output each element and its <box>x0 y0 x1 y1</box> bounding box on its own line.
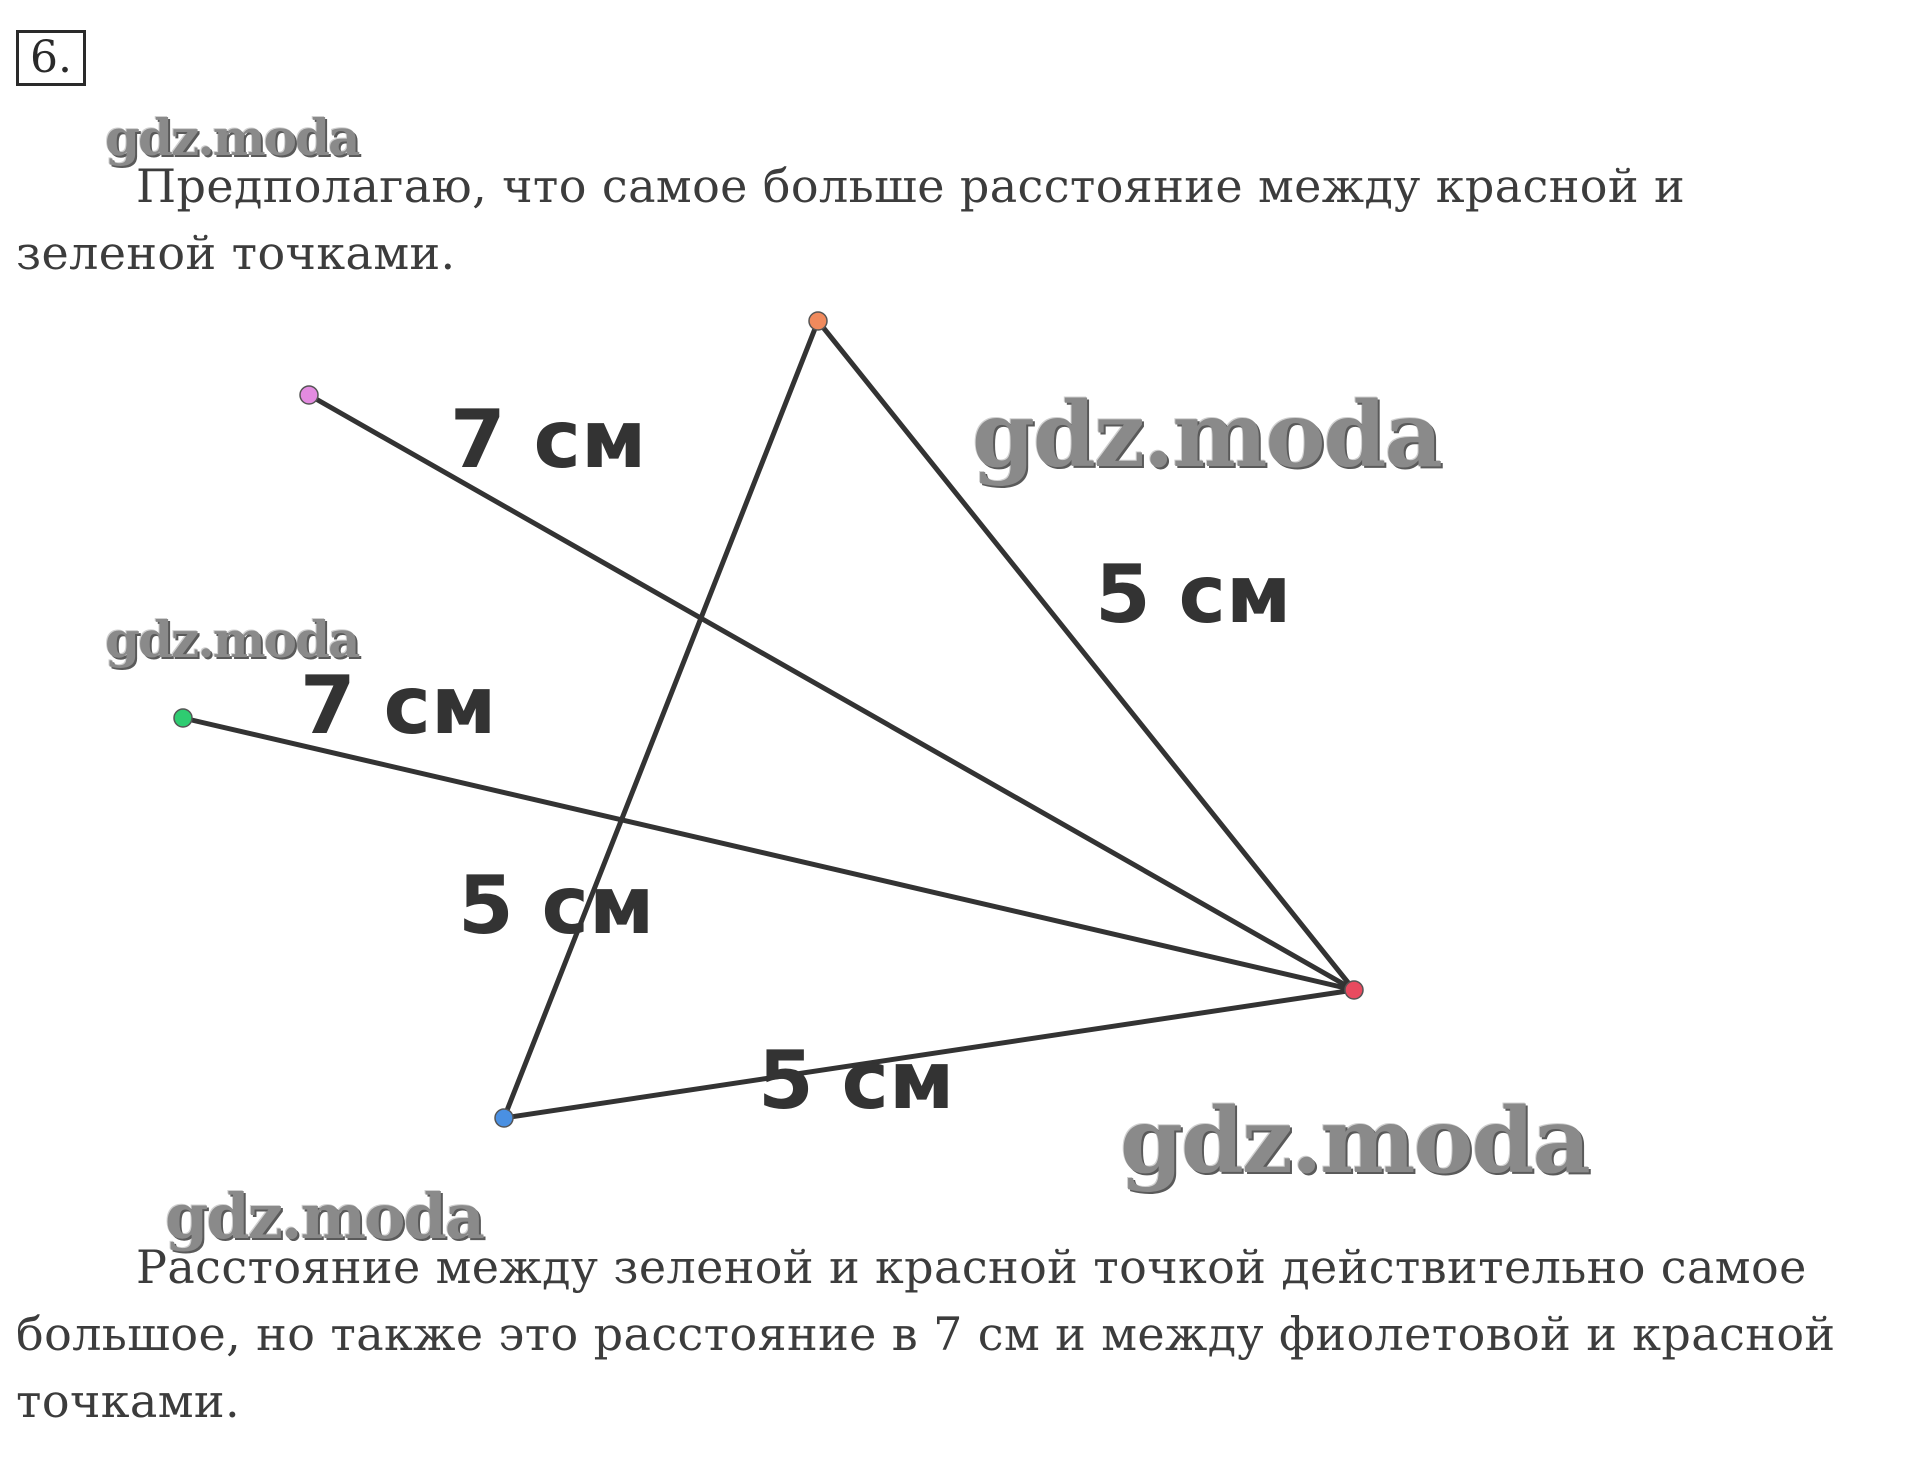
conclusion-paragraph <box>16 1234 1896 1435</box>
point-orange <box>809 312 827 330</box>
watermark-mid-left: gdz.moda <box>105 610 359 669</box>
segment-label-green-red: 7 см <box>300 659 497 752</box>
problem-number: 6. <box>16 30 86 86</box>
point-green <box>174 709 192 727</box>
watermark-center-right: gdz.moda <box>972 382 1441 488</box>
conclusion-text: Расстояние между зеленой и красной точкой действительно самое большое, но также это расстояние в 7 см и между фиолетовой и красной точками. <box>16 1240 1836 1428</box>
point-red <box>1345 981 1363 999</box>
point-blue <box>495 1109 513 1127</box>
segment-label-orange-blue: 5 см <box>458 859 655 952</box>
intro-text: Предполагаю, что самое больше расстояние между красной и зеленой точками. <box>16 159 1686 280</box>
segment-label-orange-red: 5 см <box>1095 548 1292 641</box>
segment-green-red <box>183 718 1354 990</box>
point-violet <box>300 386 318 404</box>
segment-label-violet-red: 7 см <box>450 393 647 486</box>
labels-layer <box>300 393 1291 1127</box>
watermark-bottom-left: gdz.moda <box>165 1180 483 1253</box>
watermark-bottom-right: gdz.moda <box>1120 1088 1589 1194</box>
segment-label-blue-red: 5 см <box>758 1034 955 1127</box>
watermark-top-left: gdz.moda <box>105 108 359 167</box>
